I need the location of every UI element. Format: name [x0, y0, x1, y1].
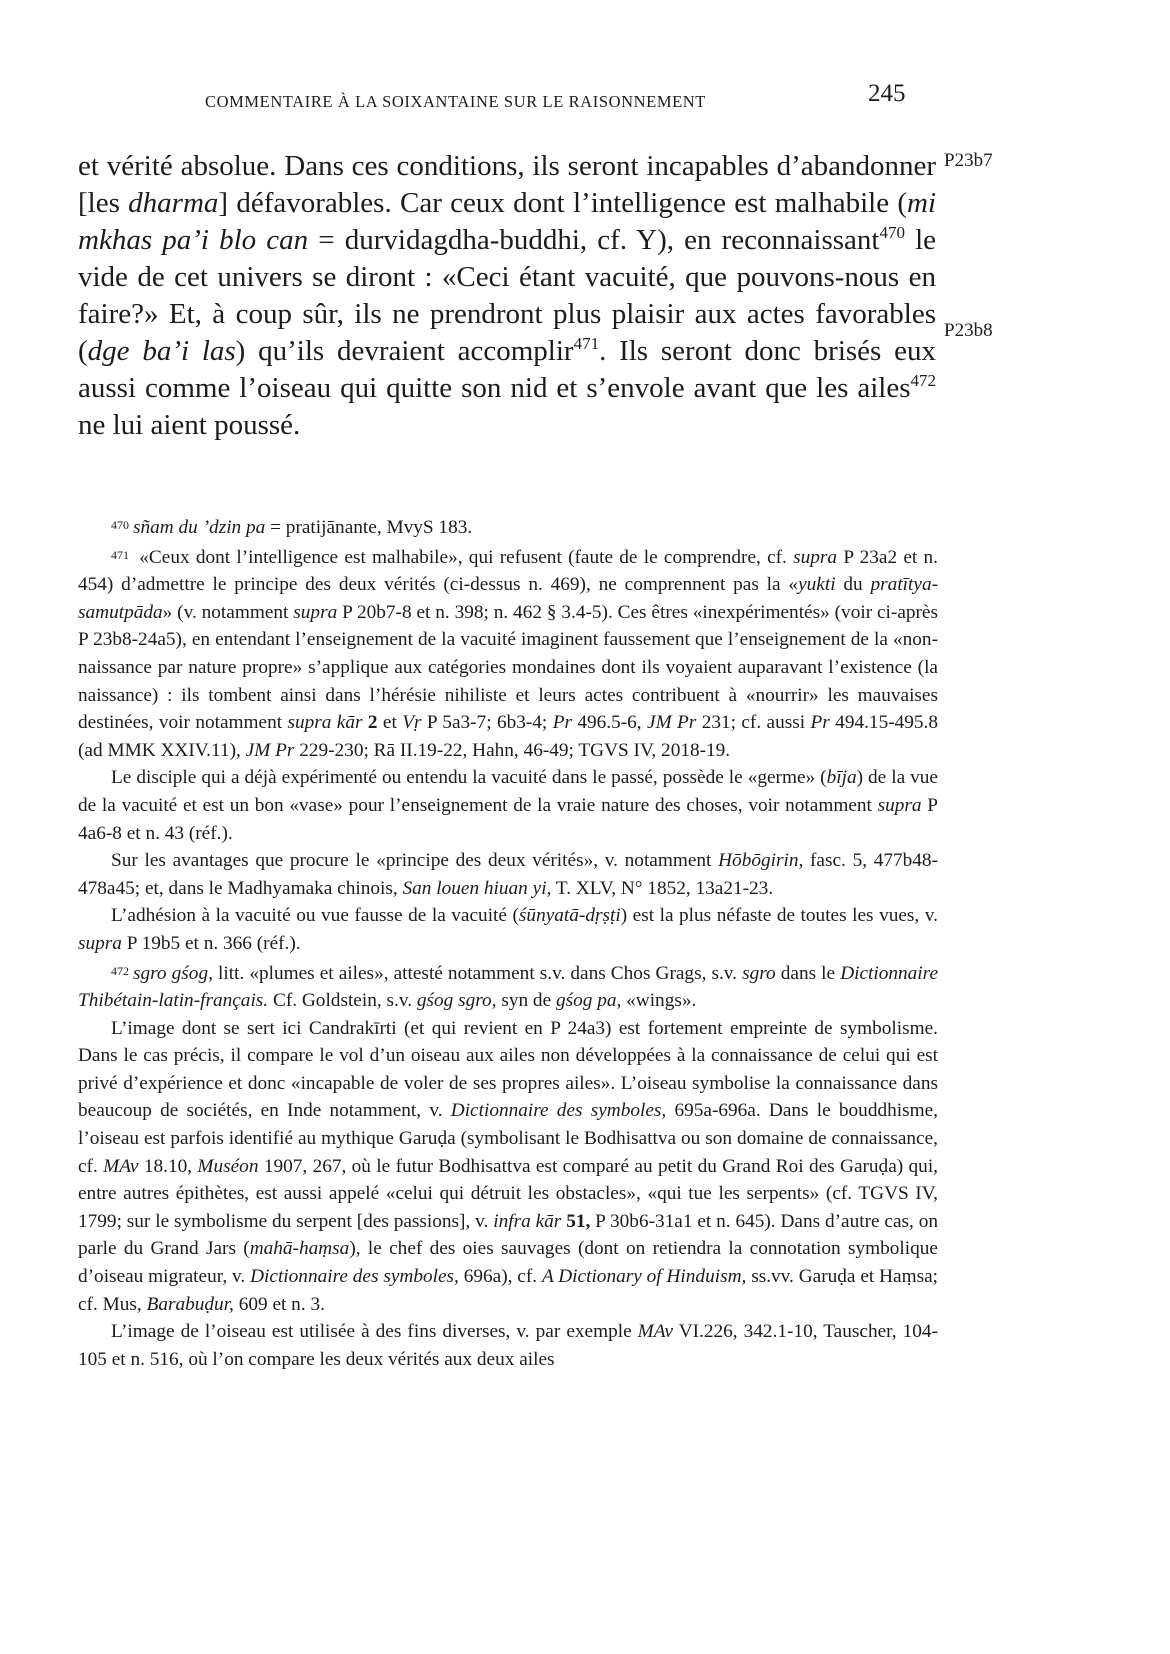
footnote-471-paragraph-2: Le disciple qui a déjà expérimenté ou entendu la vacuité dans le passé, possède le «germe» (bīja) de la vue de la vacuité et est un bon «vase» pour l’enseignement de la vraie nature des choses, voir notamment supra P 4a6-8 et n. 43 (réf.). [78, 767, 938, 844]
page-number: 245 [868, 80, 906, 107]
footnote-471: $^{471}$ «Ceux dont l’intelligence est malhabile», qui refusent (faute de le comprendre, cf. supra P 23a2 et n. 454) d’admettre le principe des deux vérités (ci-dessus n. 469), ne comprennent pas la «yukti du pratītya-samutpāda» (v. notamment supra P 20b7-8 et n. 398; n. 462 § 3.4-5). Ces êtres «inexpérimentés» (voir ci-après P 23b8-24a5), en entendant l’enseignement de la vacuité imaginent faussement que l’enseignement de la «non-naissance par nature propre» s’applique aux catégories mondaines dont ils voyaient auparavant l’existence (la naissance) : ils tombent ainsi dans l’hérésie nihiliste et leurs actes contribuent à «nourrir» les mauvaises destinées, voir notamment supra kār 2 et Vṛ P 5a3-7; 6b3-4; Pr 496.5-6, JM Pr 231; cf. aussi Pr 494.15-495.8 (ad MMK XXIV.11), JM Pr 229-230; Rā II.19-22, Hahn, 46-49; TGVS IV, 2018-19. [78, 546, 939, 761]
margin-ref-p23b8: P23b8 [944, 320, 993, 341]
footnote-470: $^{470}$ sñam du ’dzin pa = pratijānante, MvyS 183. [111, 517, 473, 538]
footnote-472: $^{472}$ sgro gśog, litt. «plumes et ailes», attesté notamment s.v. dans Chos Grags, s.v. sgro dans le Dictionnaire Thibétain-latin-français. Cf. Goldstein, s.v. gśog sgro, syn de gśog pa, «wings». [78, 962, 939, 1012]
footnote-472-paragraph-2: L’image dont se sert ici Candrakīrti (et qui revient en P 24a3) est fortement empreinte de symbolisme. Dans le cas précis, il compare le vol d’un oiseau aux ailes non développées à la connaissance de celui qui est privé d’expérience et donc «incapable de voler de ses propres ailes». L’oiseau symbolise la connaissance dans beaucoup de sociétés, en Inde notamment, v. Dictionnaire des symboles, 695a-696a. Dans le bouddhisme, l’oiseau est parfois identifié au mythique Garuḍa (symbolisant le Bodhisattva ou son domaine de connaissance, cf. MAv 18.10, Muséon 1907, 267, où le futur Bodhisattva est comparé au petit du Grand Roi des Garuḍa) qui, entre autres épithètes, est aussi appelé «celui qui détruit les obstacles», «qui tue les serpents» (cf. TGVS IV, 1799; sur le symbolisme du serpent [des passions], v. infra kār 51, P 30b6-31a1 et n. 645). Dans d’autre cas, on parle du Grand Jars (mahā-haṃsa), le chef des oies sauvages (dont on retiendra la connotation symbolique d’oiseau migrateur, v. Dictionnaire des symboles, 696a), cf. A Dictionary of Hinduism, ss.vv. Garuḍa et Haṃsa; cf. Mus, Barabuḍur, 609 et n. 3. [78, 1017, 939, 1315]
footnote-ref-472: 472 [910, 371, 936, 390]
footnote-471-paragraph-4: L’adhésion à la vacuité ou vue fausse de la vacuité (śūnyatā-dṛṣṭi) est la plus néfaste de toutes les vues, v. supra P 19b5 et n. 366 (réf.). [78, 905, 938, 954]
footnote-number: 470 [111, 518, 129, 532]
footnote-472-paragraph-3: L’image de l’oiseau est utilisée à des fins diverses, v. par exemple MAv VI.226, 342.1-10, Tauscher, 104-105 et n. 516, où l’on compare les deux vérités aux deux ailes [78, 1321, 938, 1370]
margin-ref-p23b7: P23b7 [944, 150, 993, 171]
footnote-471-paragraph-3: Sur les avantages que procure le «principe des deux vérités», v. notamment Hōbōgirin, fasc. 5, 477b48-478a45; et, dans le Madhyamaka chinois, San louen hiuan yi, T. XLV, N° 1852, 13a21-23. [78, 850, 938, 899]
main-paragraph: et vérité absolue. Dans ces conditions, ils seront incapables d’abandonner [les dharma] défavorables. Car ceux dont l’intelligence est malhabile (mi mkhas pa’i blo can = durvidagdha-buddhi, cf. Y), en reconnaissant$^{470}$ le vide de cet univers se diront : «Ceci étant vacuité, que pouvons-nous en faire?» Et, à coup sûr, ils ne prendront plus plaisir aux actes favorables (dge ba’i las) qu’ils devraient accomplir$^{471}$. Ils seront donc brisés eux aussi comme l’oiseau qui quitte son nid et s’envole avant que les ailes$^{472}$ ne lui aient poussé. [78, 150, 937, 441]
footnotes [78, 512, 938, 1373]
footnote-ref-471: 471 [573, 334, 600, 353]
main-body-text [78, 148, 936, 444]
running-title: COMMENTAIRE À LA SOIXANTAINE SUR LE RAISONNEMENT [205, 92, 706, 111]
footnote-ref-470: 470 [879, 223, 905, 242]
footnote-number: 472 [111, 963, 129, 978]
footnote-number: 471 [111, 547, 129, 562]
